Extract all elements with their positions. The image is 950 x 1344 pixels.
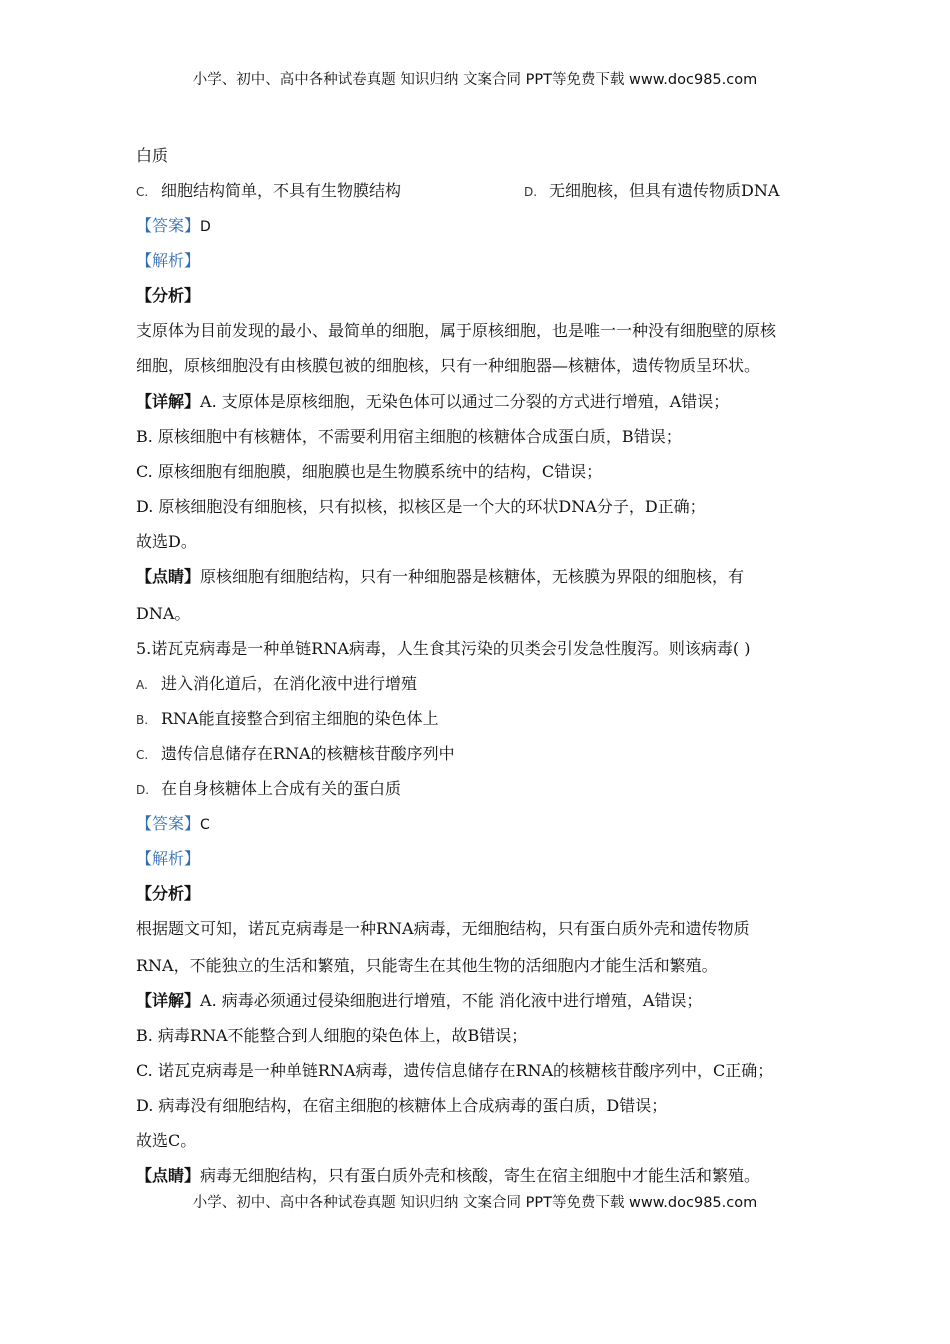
- q5-xiangjie-b: B. 病毒RNA不能整合到人细胞的染色体上，故B错误；: [136, 1026, 528, 1045]
- q4-conclusion: 故选D。: [136, 532, 197, 551]
- xiangjie-text: A. 病毒必须通过侵染细胞进行增殖，不能 消化液中进行增殖，A错误；: [200, 991, 703, 1010]
- page-header: 小学、初中、高中各种试卷真题 知识归纳 文案合同 PPT等免费下载 www.doc985.com: [192, 72, 758, 88]
- q5-fenxi-line-2: RNA，不能独立的生活和繁殖，只能寄生在其他生物的活细胞内才能生活和繁殖。: [136, 956, 718, 975]
- q5-fenxi-tag: 【分析】: [136, 884, 201, 903]
- option-letter: D.: [524, 185, 538, 199]
- q4-answer: [136, 216, 211, 237]
- option-text: 无细胞核，但具有遗传物质DNA: [549, 181, 780, 200]
- option-letter: C.: [136, 185, 149, 199]
- q4-option-b-continuation: 白质: [136, 146, 169, 165]
- q5-xiangjie-d: D. 病毒没有细胞结构，在宿主细胞的核糖体上合成病毒的蛋白质，D错误；: [136, 1096, 668, 1115]
- answer-value: D: [200, 219, 211, 235]
- answer-tag: 【答案】: [136, 216, 201, 235]
- option-text: 进入消化道后，在消化液中进行增殖: [161, 674, 418, 693]
- dianjing-text: 病毒无细胞结构，只有蛋白质外壳和核酸，寄生在宿主细胞中才能生活和繁殖。: [200, 1166, 761, 1185]
- page-footer: 小学、初中、高中各种试卷真题 知识归纳 文案合同 PPT等免费下载 www.doc985.com: [192, 1195, 758, 1211]
- q4-dianjing: [136, 567, 744, 587]
- q5-conclusion: 故选C。: [136, 1131, 197, 1150]
- q5-fenxi-line-1: 根据题文可知，诺瓦克病毒是一种RNA病毒，无细胞结构，只有蛋白质外壳和遗传物质: [136, 919, 750, 938]
- q5-option-c: [136, 744, 455, 765]
- option-text: 在自身核糖体上合成有关的蛋白质: [161, 779, 402, 798]
- q4-dianjing-line-2: DNA。: [136, 604, 191, 623]
- q4-fenxi-tag: 【分析】: [136, 286, 201, 305]
- q5-xiangjie-c: C. 诺瓦克病毒是一种单链RNA病毒，遗传信息储存在RNA的核糖核苷酸序列中，C正确；: [136, 1061, 774, 1080]
- xiangjie-tag: 【详解】: [136, 392, 201, 411]
- xiangjie-text: A. 支原体是原核细胞，无染色体可以通过二分裂的方式进行增殖，A错误；: [200, 392, 730, 411]
- q5-option-b: [136, 709, 439, 730]
- q5-stem: 5.诺瓦克病毒是一种单链RNA病毒，人生食其污染的贝类会引发急性腹泻。则该病毒( ): [136, 639, 751, 658]
- option-letter: A.: [136, 678, 148, 692]
- q4-option-d: [524, 181, 779, 202]
- q4-fenxi-line-1: 支原体为目前发现的最小、最简单的细胞，属于原核细胞，也是唯一一种没有细胞壁的原核: [136, 321, 777, 340]
- q4-xiangjie-a: [136, 392, 729, 412]
- q5-dianjing: [136, 1166, 760, 1186]
- q4-fenxi-line-2: 细胞，原核细胞没有由核膜包被的细胞核，只有一种细胞器—核糖体，遗传物质呈环状。: [136, 356, 761, 375]
- option-letter: B.: [136, 713, 149, 727]
- option-letter: D.: [136, 783, 150, 797]
- dianjing-tag: 【点睛】: [136, 1166, 201, 1185]
- q4-jiexi-tag: 【解析】: [136, 251, 201, 270]
- xiangjie-tag: 【详解】: [136, 991, 201, 1010]
- answer-value: C: [200, 817, 210, 833]
- q4-option-c: [136, 181, 401, 202]
- option-letter: C.: [136, 748, 149, 762]
- q5-xiangjie-a: [136, 991, 702, 1011]
- dianjing-text: 原核细胞有细胞结构，只有一种细胞器是核糖体，无核膜为界限的细胞核，有: [200, 567, 745, 586]
- q4-xiangjie-c: C. 原核细胞有细胞膜，细胞膜也是生物膜系统中的结构，C错误；: [136, 462, 603, 481]
- q5-answer: [136, 814, 210, 835]
- option-text: RNA能直接整合到宿主细胞的染色体上: [161, 709, 439, 728]
- q5-option-a: [136, 674, 417, 695]
- q4-xiangjie-b: B. 原核细胞中有核糖体，不需要利用宿主细胞的核糖体合成蛋白质，B错误；: [136, 427, 682, 446]
- q4-xiangjie-d: D. 原核细胞没有细胞核，只有拟核，拟核区是一个大的环状DNA分子，D正确；: [136, 497, 706, 516]
- dianjing-tag: 【点睛】: [136, 567, 201, 586]
- option-text: 遗传信息储存在RNA的核糖核苷酸序列中: [161, 744, 455, 763]
- answer-tag: 【答案】: [136, 814, 201, 833]
- q5-option-d: [136, 779, 401, 800]
- option-text: 细胞结构简单，不具有生物膜结构: [161, 181, 402, 200]
- q5-jiexi-tag: 【解析】: [136, 849, 201, 868]
